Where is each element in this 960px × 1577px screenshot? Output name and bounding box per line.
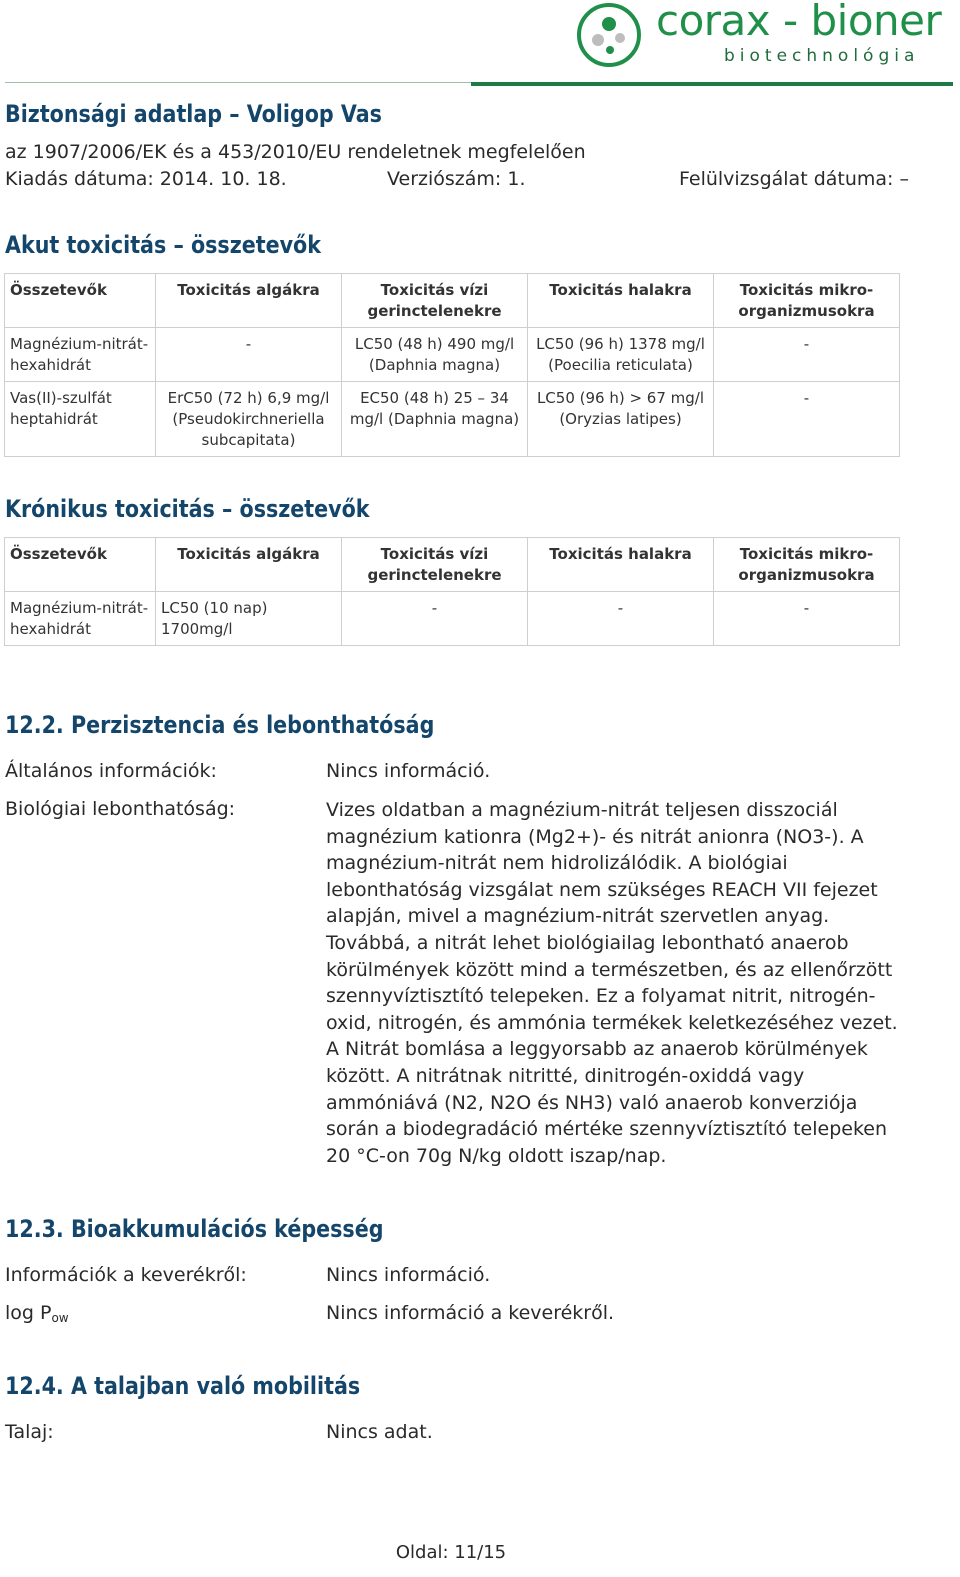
header-microorganisms: Toxicitás mikro-organizmusokra	[714, 538, 900, 592]
mixture-info-label: Információk a keverékről:	[5, 1264, 247, 1286]
cell-algae: -	[156, 328, 342, 382]
header-fish: Toxicitás halakra	[528, 538, 714, 592]
cell-microorganisms: -	[714, 328, 900, 382]
chronic-toxicity-title: Krónikus toxicitás – összetevők	[5, 495, 370, 523]
table-header-row	[5, 274, 900, 328]
section-12-4-title: 12.4. A talajban való mobilitás	[5, 1372, 361, 1400]
log-pow-value: Nincs információ a keverékről.	[326, 1302, 615, 1324]
header-ingredient: Összetevők	[5, 538, 156, 592]
review-date: Felülvizsgálat dátuma: –	[679, 168, 909, 190]
header-algae: Toxicitás algákra	[156, 538, 342, 592]
cell-fish: -	[528, 592, 714, 646]
table-header-row	[5, 538, 900, 592]
header-microorganisms: Toxicitás mikro-organizmusokra	[714, 274, 900, 328]
cell-ingredient: Magnézium-nitrát-hexahidrát	[5, 328, 156, 382]
cell-fish: LC50 (96 h) 1378 mg/l (Poecilia reticulata)	[528, 328, 714, 382]
log-p-text: log P	[5, 1302, 52, 1324]
table-row	[5, 328, 900, 382]
log-p-subscript: ow	[51, 1311, 69, 1325]
cell-algae: LC50 (10 nap) 1700mg/l	[156, 592, 342, 646]
cell-invertebrates: -	[342, 592, 528, 646]
header-rule-thin	[5, 82, 471, 83]
company-logo	[576, 0, 956, 72]
general-info-value: Nincs információ.	[326, 760, 491, 782]
table-row	[5, 382, 900, 457]
biodegradability-label: Biológiai lebonthatóság:	[5, 798, 236, 820]
logo-name: corax - bioner	[656, 0, 942, 45]
general-info-label: Általános információk:	[5, 760, 217, 782]
cell-ingredient: Magnézium-nitrát-hexahidrát	[5, 592, 156, 646]
cell-fish: LC50 (96 h) > 67 mg/l (Oryzias latipes)	[528, 382, 714, 457]
header-invertebrates: Toxicitás vízi gerinctelenekre	[342, 274, 528, 328]
cell-invertebrates: EC50 (48 h) 25 – 34 mg/l (Daphnia magna)	[342, 382, 528, 457]
page-number: Oldal: 11/15	[395, 1542, 507, 1563]
header-ingredient: Összetevők	[5, 274, 156, 328]
version-number: Verziószám: 1.	[387, 168, 526, 190]
cell-microorganisms: -	[714, 592, 900, 646]
header-rule-thick	[471, 82, 953, 86]
mixture-info-value: Nincs információ.	[326, 1264, 491, 1286]
header-algae: Toxicitás algákra	[156, 274, 342, 328]
header-fish: Toxicitás halakra	[528, 274, 714, 328]
soil-label: Talaj:	[5, 1421, 54, 1443]
cell-invertebrates: LC50 (48 h) 490 mg/l (Daphnia magna)	[342, 328, 528, 382]
soil-value: Nincs adat.	[326, 1421, 433, 1443]
log-pow-label	[5, 1302, 69, 1325]
cell-ingredient: Vas(II)-szulfát heptahidrát	[5, 382, 156, 457]
cell-algae: ErC50 (72 h) 6,9 mg/l (Pseudokirchneriella subcapitata)	[156, 382, 342, 457]
biodegradability-text: Vizes oldatban a magnézium-nitrát teljesen disszociál magnézium kationra (Mg2+)- és nitrát anionra (NO3-). A magnézium-nitrát nem hidrolizálódik. A biológiai lebonthatóság vizsgálat nem szükséges REACH VII fejezet alapján, mivel a magnézium-nitrát szervetlen anyag. Továbbá, a nitrát lehet biológiailag lebontható anaerob körülmények között mind a természetben, és az ellenőrzött szennyvíztisztító telepeken. Ez a folyamat nitrit, nitrogén-oxid, nitrogén, és ammónia termékek keletkezéséhez vezet. A Nitrát bomlása a leggyorsabb az anaerob körülmények között. A nitrátnak nitritté, dinitrogén-oxiddá vagy ammóniává (N2, N2O és NH3) való anaerob konverziója során a biodegradáció mértéke szennyvíztisztító telepeken 20 °C-on 70g N/kg oldott iszap/nap.	[326, 799, 898, 1167]
issue-date: Kiadás dátuma: 2014. 10. 18.	[5, 168, 287, 190]
section-12-3-title: 12.3. Bioakkumulációs képesség	[5, 1215, 384, 1243]
logo-subtitle: biotechnológia	[724, 46, 920, 66]
section-12-2-title: 12.2. Perzisztencia és lebonthatóság	[5, 711, 435, 739]
document-title: Biztonsági adatlap – Voligop Vas	[5, 100, 382, 128]
logo-circle-icon	[576, 2, 642, 68]
cell-microorganisms: -	[714, 382, 900, 457]
acute-toxicity-title: Akut toxicitás – összetevők	[5, 231, 321, 259]
acute-toxicity-table	[4, 273, 900, 457]
header-invertebrates: Toxicitás vízi gerinctelenekre	[342, 538, 528, 592]
table-row	[5, 592, 900, 646]
regulation-text: az 1907/2006/EK és a 453/2010/EU rendeletnek megfelelően	[5, 141, 586, 163]
chronic-toxicity-table	[4, 537, 900, 646]
